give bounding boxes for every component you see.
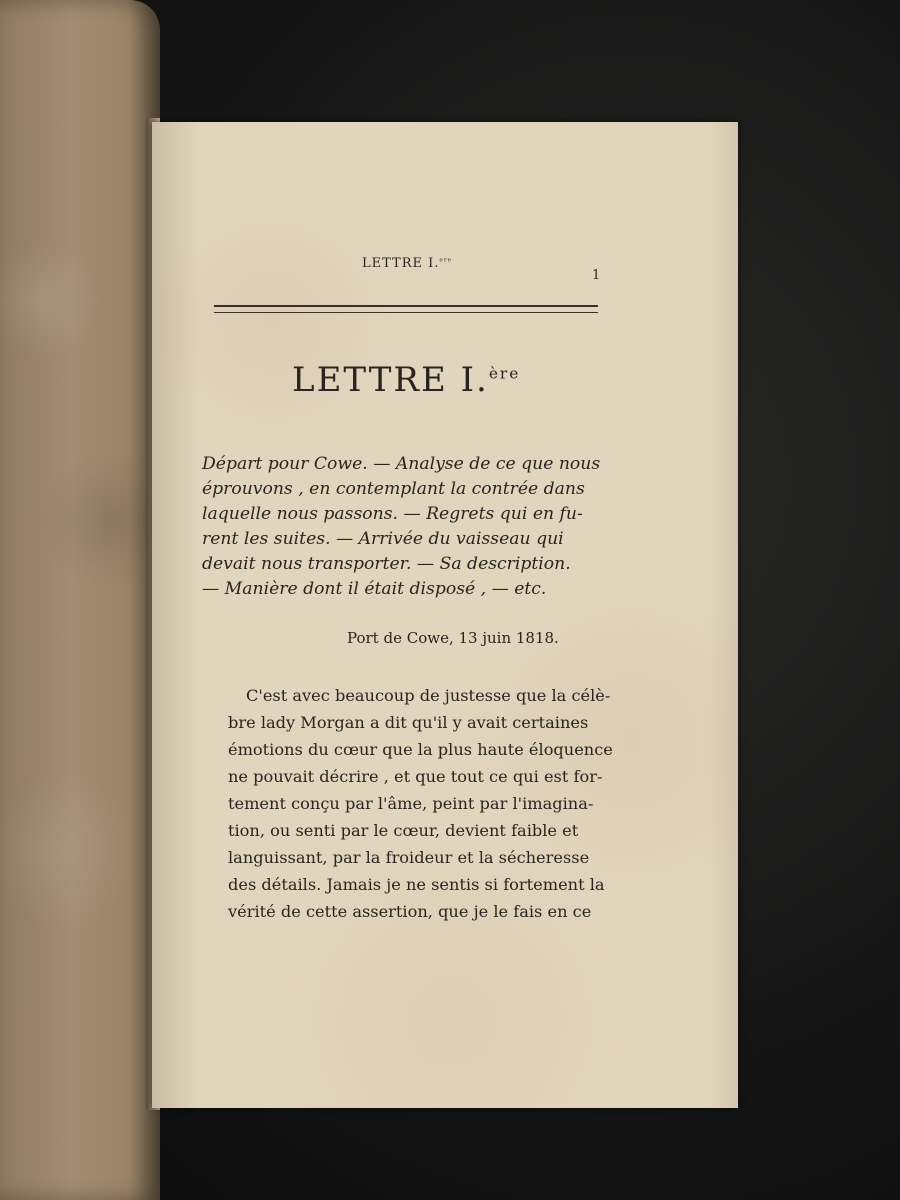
body-line: bre lady Morgan a dit qu'il y avait certaines: [228, 713, 589, 732]
body-line: languissant, par la froideur et la sécheresse: [228, 848, 590, 867]
book-page: [152, 122, 738, 1108]
body-line: ne pouvait décrire , et que tout ce qui est for-: [228, 767, 603, 786]
body-line: vérité de cette assertion, que je le fais en ce: [228, 902, 592, 921]
summary-line: Départ pour Cowe. — Analyse de ce que nous: [202, 454, 601, 474]
page-number: 1: [592, 268, 601, 283]
body-line: tion, ou senti par le cœur, devient faible et: [228, 821, 579, 840]
body-text: [228, 682, 613, 925]
chapter-title-sup: ère: [488, 364, 521, 383]
summary-line: rent les suites. — Arrivée du vaisseau qui: [202, 529, 564, 549]
body-line: émotions du cœur que la plus haute éloquence: [228, 740, 613, 759]
body-line: C'est avec beaucoup de justesse que la célè-: [246, 686, 611, 705]
summary-line: laquelle nous passons. — Regrets qui en fu-: [202, 504, 583, 524]
left-page: [0, 0, 160, 1200]
summary-line: — Manière dont il était disposé , — etc.: [202, 579, 547, 599]
running-head-sup: ere: [439, 257, 453, 264]
body-line: tement conçu par l'âme, peint par l'imagina-: [228, 794, 594, 813]
chapter-title: [292, 360, 520, 400]
running-head-text: LETTRE I.: [362, 256, 440, 271]
header-rule: [214, 305, 598, 313]
chapter-summary: [202, 452, 622, 602]
body-line: des détails. Jamais je ne sentis si fortement la: [228, 875, 605, 894]
dateline: Port de Cowe, 13 juin 1818.: [347, 629, 559, 647]
chapter-title-text: LETTRE I.: [292, 360, 489, 400]
summary-line: devait nous transporter. — Sa description.: [202, 554, 571, 574]
summary-line: éprouvons , en contemplant la contrée dans: [202, 479, 585, 499]
running-head: [362, 256, 452, 271]
